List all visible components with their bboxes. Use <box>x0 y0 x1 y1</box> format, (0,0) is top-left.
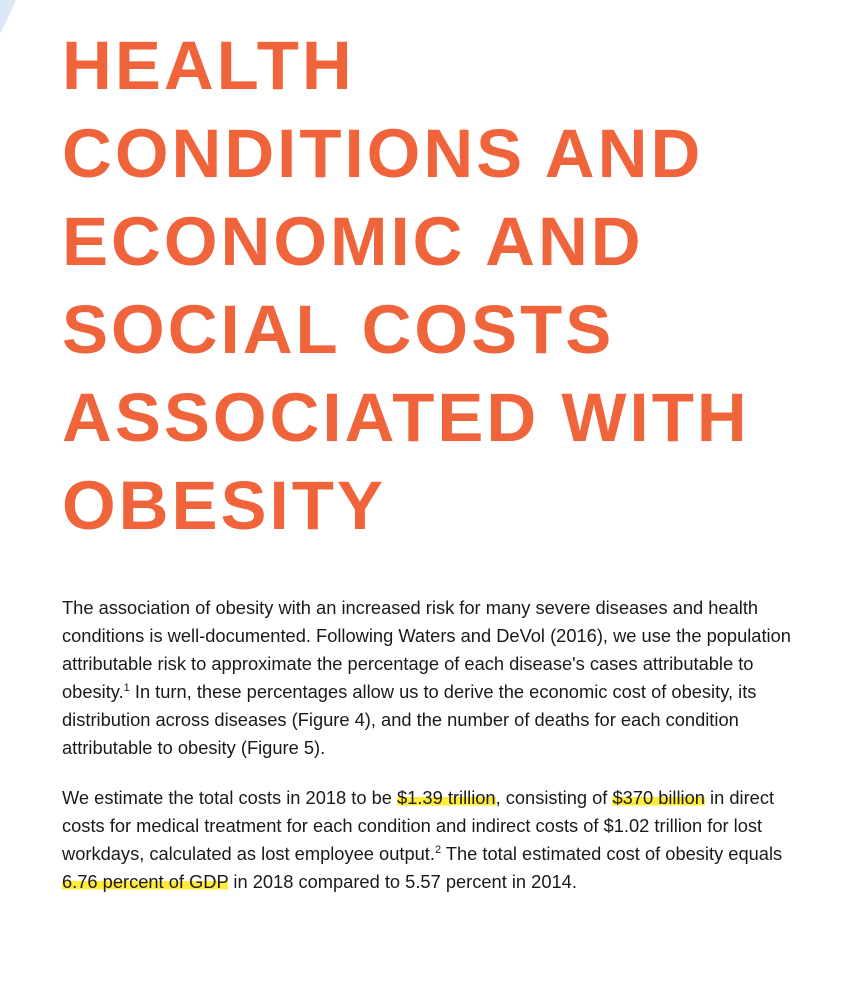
paragraph-text: We estimate the total costs in 2018 to be <box>62 787 398 808</box>
highlighted-total-cost: $1.39 trillion <box>397 787 496 808</box>
title-line: HEALTH <box>62 27 355 104</box>
paragraph-text: in 2018 compared to 5.57 percent in 2014. <box>228 871 577 892</box>
footnote-marker[interactable]: 1 <box>123 682 130 694</box>
title-line: ASSOCIATED WITH <box>62 379 750 456</box>
title-line: CONDITIONS AND <box>62 115 704 192</box>
highlighted-gdp-share: 6.76 percent of GDP <box>62 871 229 892</box>
title-line: OBESITY <box>62 467 386 544</box>
paragraph-text: , consisting of <box>495 787 613 808</box>
paragraph-intro <box>62 594 807 762</box>
title-line: ECONOMIC AND <box>62 203 644 280</box>
paragraph-text: The total estimated cost of obesity equals <box>441 843 783 864</box>
highlighted-direct-cost: $370 billion <box>612 787 705 808</box>
paragraph-costs <box>62 784 807 896</box>
footnote-marker[interactable]: 2 <box>434 844 442 856</box>
paragraph-text: in direct costs for medical treatment for each condition and indirect costs of $1.02 trillion for lost workdays, calculated as lost employee output. <box>62 787 775 864</box>
title-line: SOCIAL COSTS <box>62 291 615 368</box>
page-title <box>62 22 750 550</box>
body-text <box>62 594 807 918</box>
corner-accent-shape <box>0 0 20 40</box>
paragraph-text: The association of obesity with an increased risk for many severe diseases and health conditions is well-documented. Following Waters and DeVol (2016), we use the population attributable risk to approximate the percentage of each disease's cases attributable to obesity. <box>62 597 791 702</box>
paragraph-text: In turn, these percentages allow us to derive the economic cost of obesity, its distribution across diseases (Figure 4), and the number of deaths for each condition attributable to obesity (Figure 5). <box>62 681 757 758</box>
